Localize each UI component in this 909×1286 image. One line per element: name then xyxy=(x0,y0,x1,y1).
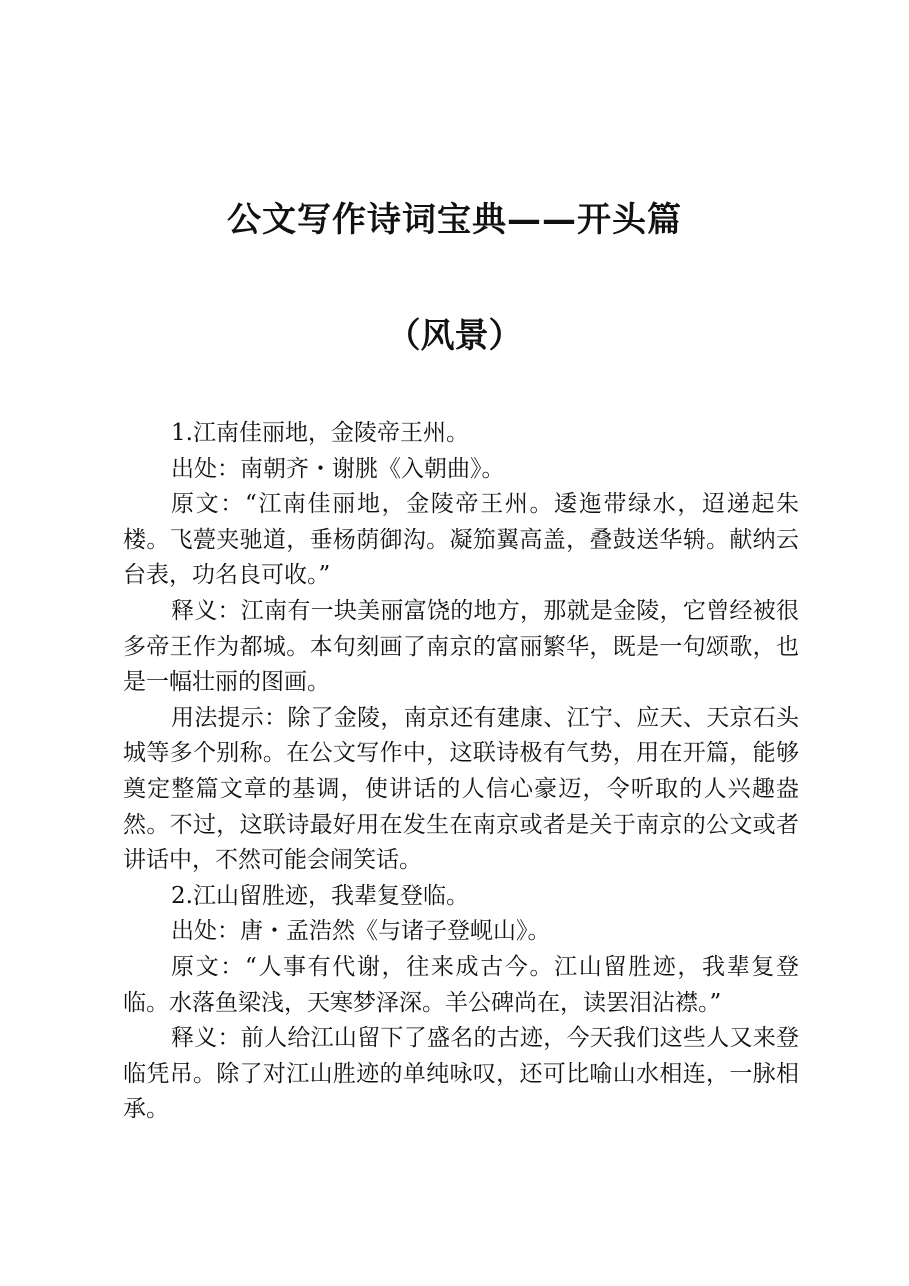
paragraph-original-2: 原文：“人事有代谢，往来成古今。江山留胜迹，我辈复登临。水落鱼梁浅，天寒梦泽深。羊公碑尚在，读罢泪沾襟。” xyxy=(123,953,799,1016)
document-subtitle: （风景） xyxy=(386,316,523,356)
document-body xyxy=(123,416,799,1128)
paragraph-source-1: 出处：南朝齐・谢朓《入朝曲》。 xyxy=(171,455,505,482)
document-title: 公文写作诗词宝典——开头篇 xyxy=(227,200,682,240)
paragraph-usage-1: 用法提示：除了金陵，南京还有建康、江宁、应天、天京石头城等多个别称。在公文写作中，这联诗极有气势，用在开篇，能够奠定整篇文章的基调，使讲话的人信心豪迈，令听取的人兴趣盎然。不过，这联诗最好用在发生在南京或者是关于南京的公文或者讲话中，不然可能会闹笑话。 xyxy=(123,704,799,874)
paragraph-source-2: 出处：唐・孟浩然《与诸子登岘山》。 xyxy=(171,918,551,945)
paragraph-poem-2: 2.江山留胜迹，我辈复登临。 xyxy=(171,882,469,909)
paragraph-poem-1: 1.江南佳丽地，金陵帝王州。 xyxy=(171,420,469,446)
paragraph-meaning-2: 释义：前人给江山留下了盛名的古迹，今天我们这些人又来登临凭吊。除了对江山胜迹的单纯咏叹，还可比喻山水相连，一脉相承。 xyxy=(123,1025,799,1123)
paragraph-original-1: 原文：“江南佳丽地，金陵帝王州。逶迤带绿水，迢递起朱楼。飞甍夹驰道，垂杨荫御沟。凝笳翼高盖，叠鼓送华辀。献纳云台表，功名良可收。” xyxy=(123,491,799,589)
paragraph-meaning-1: 释义：江南有一块美丽富饶的地方，那就是金陵，它曾经被很多帝王作为都城。本句刻画了南京的富丽繁华，既是一句颂歌，也是一幅壮丽的图画。 xyxy=(123,597,799,696)
